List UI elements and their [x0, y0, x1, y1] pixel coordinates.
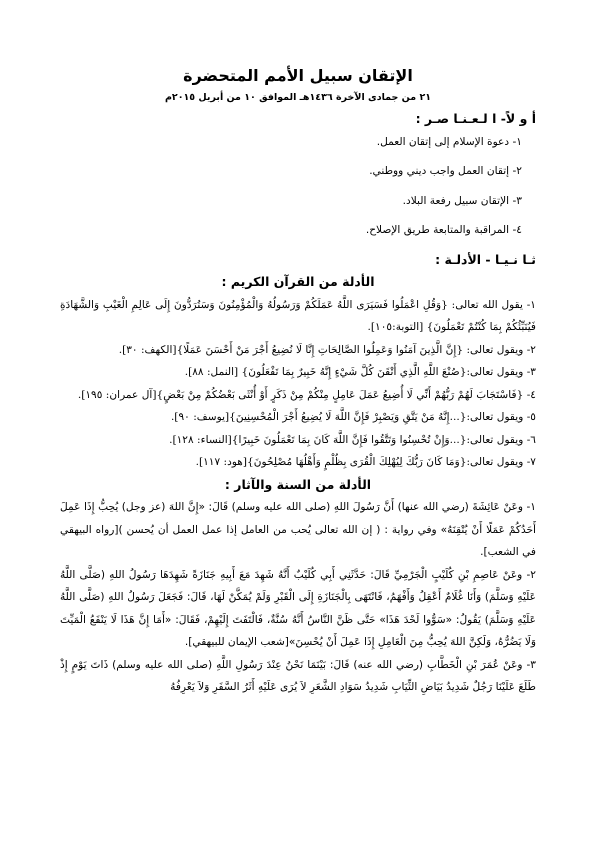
hadith-paragraph: ١- وعَنْ عَائِشَةَ (رضي الله عنها) أَنَّ رَسُولَ اللهِ (صلى الله عليه وسلم) قَالَ: «إِنَّ اللهَ (عز وجل) يُحِبُّ إِذَا عَمِلَ أَحَدُكُمْ عَمَلًا أَنْ يُتْقِنَهُ» وفي رواية : ( إن الله تعالى يُحب من العامل إذا عمل العمل أن يُحسن )[رواه البيهقي في الشعب].	[60, 501, 536, 558]
hadith-paragraph: ٣- وعَنْ عُمَرَ بْنِ الْخَطَّابِ (رضي الله عنه) قَالَ: بَيْنَمَا نَحْنُ عِنْدَ رَسُولِ اللَّهِ (صلى الله عليه وسلم) ذَاتَ يَوْمٍ إِذْ طَلَعَ عَلَيْنَا رَجُلٌ شَدِيدُ بَيَاضِ الثِّيَابِ شَدِيدُ سَوَادِ الشَّعَرِ لاَ يُرَى عَلَيْهِ أَثَرُ السَّفَرِ وَلاَ يَعْرِفُهُ	[60, 658, 536, 693]
list-item: ١- دعوة الإسلام إلى إتقان العمل.	[376, 135, 522, 148]
hadith-paragraph: ٢- وعَنْ عَاصِمِ بْنِ كُلَيْبٍ الْجَرْمِيِّ قَالَ: حَدَّثَنِي أَبِي كُلَيْبٌ أَنَّهُ شَهِدَ مَعَ أَبِيهِ جَنَازَةً شَهِدَهَا رَسُولُ اللهِ (صَلَّى اللَّهُ عَلَيْهِ وَسَلَّمَ) وَأَنَا غُلَامٌ أَعْقِلُ وَأَفْهَمُ، فَانْتَهَى بِالْجَنَازَةِ إِلَى الْقَبْرِ وَلَمْ يُمَكَّنْ لَهَا، قَالَ: فَجَعَلَ رَسُولُ اللهِ (صَلَّى اللَّهُ عَلَيْهِ وَسَلَّمَ) يَقُولُ: «سَوُّوا لَحْدَ هَذَا» حَتَّى ظَنَّ النَّاسُ أَنَّهُ سُنَّةٌ، فَالْتَفَتَ إِلَيْهِمْ، فَقَالَ: «أَمَا إِنَّ هَذَا لَا يَنْفَعُ الْمَيِّتَ وَلَا يَضُرُّهُ، وَلَكِنَّ اللهَ يُحِبُّ مِنَ الْعَامِلِ إِذَا عَمِلَ أَنْ يُحْسِنَ»[شعب الإيمان للبيهقي].	[60, 568, 536, 648]
quran-verse: ١- يقول الله تعالى: {وَقُلِ اعْمَلُوا فَسَيَرَى اللَّهُ عَمَلَكُمْ وَرَسُولُهُ وَالْمُؤْمِنُونَ وَسَتُرَدُّونَ إِلَى عَالِمِ الْغَيْبِ وَالشَّهَادَةِ فَيُنَبِّئُكُمْ بِمَا كُنْتُمْ تَعْمَلُونَ} [التوبة:١٠٥].	[60, 298, 536, 333]
quran-verse: ٢- ويقول تعالى: {إِنَّ الَّذِينَ آمَنُوا وَعَمِلُوا الصَّالِحَاتِ إِنَّا لَا نُضِيعُ أَجْرَ مَنْ أَحْسَنَ عَمَلًا}[الكهف: ٣٠].	[118, 343, 536, 356]
list-item: ٤- المراقبة والمتابعة طريق الإصلاح.	[365, 224, 522, 236]
list-item: ٣- الإتقان سبيل رفعة البلاد.	[402, 194, 522, 207]
page-date: ٢١ من جمادى الآخرة ١٤٣٦هـ الموافق ١٠ من أبريل ٢٠١٥م	[164, 92, 432, 103]
quran-heading: الأدلة من القرآن الكريم :	[221, 274, 375, 289]
elements-list	[60, 131, 536, 242]
sunnah-heading: الأدلة من السنة والآثار :	[224, 476, 372, 492]
quran-verse: ٤- {فَاسْتَجَابَ لَهُمْ رَبُّهُمْ أَنِّي لَا أُضِيعُ عَمَلَ عَامِلٍ مِنْكُمْ مِنْ ذَكَرٍ أَوْ أُنْثَى بَعْضُكُمْ مِنْ بَعْضٍ}[آل عمران: ١٩٥].	[77, 388, 536, 401]
quran-verse: ٧- ويقول تعالى:{وَمَا كَانَ رَبُّكَ لِيُهْلِكَ الْقُرَى بِظُلْمٍ وَأَهْلُهَا مُصْلِحُونَ}[هود: ١١٧].	[195, 456, 536, 468]
section-heading-evidence: ثـا نـيـا - الأدلـة :	[435, 251, 536, 267]
quran-verse: ٥- ويقول تعالى:{...إِنَّهُ مَنْ يَتَّقِ وَيَصْبِرْ فَإِنَّ اللَّهَ لَا يُضِيعُ أَجْرَ الْمُحْسِنِينَ}[يوسف: ٩٠].	[170, 411, 536, 423]
section-heading-elements: أ و لاً- ا لـعـنـا صـر :	[415, 111, 536, 126]
list-item: ٢- إتقان العمل واجب ديني ووطني.	[369, 165, 522, 177]
quran-verse: ٣- ويقول تعالى:{صُنْعَ اللَّهِ الَّذِي أَتْقَنَ كُلَّ شَيْءٍ إِنَّهُ خَبِيرٌ بِمَا تَفْعَلُونَ} [النمل: ٨٨].	[184, 366, 536, 378]
document-body	[60, 108, 536, 699]
page-title: الإتقان سبيل الأمم المتحضرة	[183, 66, 413, 85]
quran-verse: ٦- ويقول تعالى:{...وَإِنْ تُحْسِنُوا وَتَتَّقُوا فَإِنَّ اللَّهَ كَانَ بِمَا تَعْمَلُونَ خَبِيرًا}[النساء: ١٢٨].	[169, 433, 536, 446]
